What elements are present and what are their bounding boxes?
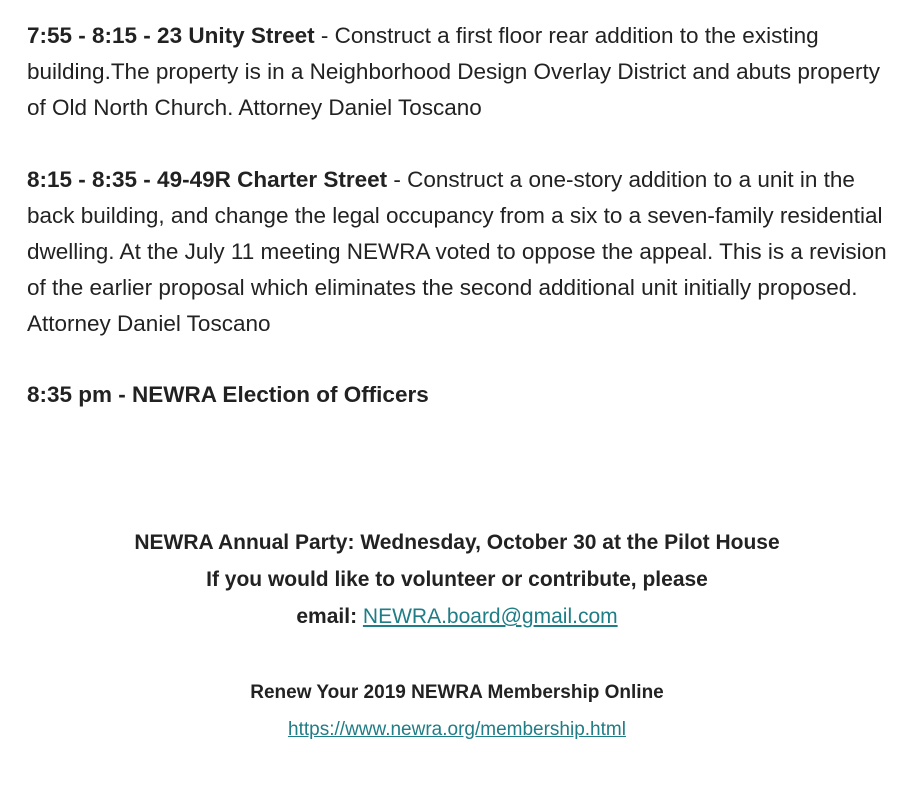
volunteer-line: If you would like to volunteer or contribute, please <box>206 568 708 591</box>
membership-renewal <box>0 674 914 748</box>
membership-link[interactable]: https://www.newra.org/membership.html <box>288 719 626 740</box>
email-line <box>0 598 914 635</box>
email-label: email: <box>296 605 363 628</box>
agenda-item-heading: 8:15 - 8:35 - 49-49R Charter Street <box>27 167 388 192</box>
agenda-item-charter-street <box>27 162 902 342</box>
agenda-item-description: - Construct a first floor rear addition to the existing building.The property is in a Neighborhood Design Overlay District and abuts property of Old North Church. Attorney Daniel Toscano <box>27 23 880 120</box>
board-email-link[interactable]: NEWRA.board@gmail.com <box>362 605 618 628</box>
agenda-item-description: - Construct a one-story addition to a unit in the back building, and change the legal occupancy from a six to a seven-family residential dwelling. At the July 11 meeting NEWRA voted to oppose the appeal. This is a revision of the earlier proposal which eliminates the second additional unit initially proposed. Attorney Daniel Toscano <box>27 167 887 336</box>
agenda-item-heading: 7:55 - 8:15 - 23 Unity Street <box>27 23 315 48</box>
membership-title: Renew Your 2019 NEWRA Membership Online <box>250 682 664 703</box>
agenda-item-election <box>27 377 902 413</box>
annual-party-announcement <box>0 524 914 635</box>
party-date-line: NEWRA Annual Party: Wednesday, October 30 at the Pilot House <box>134 531 780 554</box>
agenda-item-unity-street <box>27 18 902 126</box>
agenda-item-heading: 8:35 pm - NEWRA Election of Officers <box>27 382 429 407</box>
